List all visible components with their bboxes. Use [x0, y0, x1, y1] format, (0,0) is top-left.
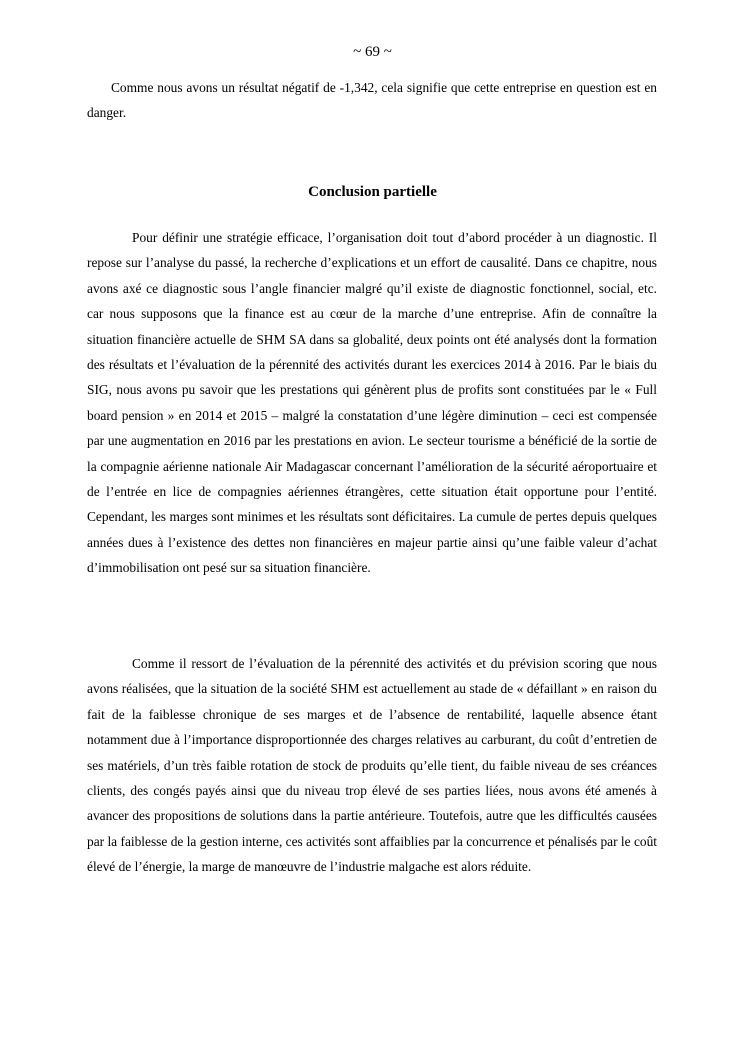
- section-title: Conclusion partielle: [308, 184, 437, 200]
- page-number: ~ 69 ~: [353, 44, 392, 60]
- intro-paragraph: Comme nous avons un résultat négatif de -1,342, cela signifie que cette entreprise en question est en danger.: [87, 80, 657, 121]
- body-paragraph-2: Comme il ressort de l’évaluation de la pérennité des activités et du prévision scoring que nous avons réalisées, que la situation de la société SHM est actuellement au stade de « défaillant » en raison du fait de la faiblesse chronique de ses marges et de l’absence de rentabilité, laquelle absence étant notamment due à l’importance disproportionnée des charges relatives au carburant, du coût d’entretien de ses matériels, d’un très faible rotation de stock de produits qu’elle tient, du faible niveau de ses créances clients, des congés payés ainsi que du niveau trop élevé de ses parties liées, nous avons été amenés à avancer des propositions de solutions dans la partie antérieure. Toutefois, autre que les difficultés causées par la faiblesse de la gestion interne, ces activités sont affaiblies par la concurrence et pénalisés par le coût élevé de l’énergie, la marge de manœuvre de l’industrie malgache est alors réduite.: [87, 656, 657, 875]
- body-paragraph-1: Pour définir une stratégie efficace, l’organisation doit tout d’abord procéder à un diagnostic. Il repose sur l’analyse du passé, la recherche d’explications et un effort de causalité. Dans ce chapitre, nous avons axé ce diagnostic sous l’angle financier malgré qu’il existe de diagnostic fonctionnel, social, etc. car nous supposons que la finance est au cœur de la marche d’une entreprise. Afin de connaître la situation financière actuelle de SHM SA dans sa globalité, deux points ont été analysés dont la formation des résultats et l’évaluation de la pérennité des activités durant les exercices 2014 à 2016. Par le biais du SIG, nous avons pu savoir que les prestations qui génèrent plus de profits sont constituées par le « Full board pension » en 2014 et 2015 – malgré la constatation d’une légère diminution – ceci est compensée par une augmentation en 2016 par les prestations en avion. Le secteur tourisme a bénéficié de la sortie de la compagnie aérienne nationale Air Madagascar concernant l’amélioration de la sécurité aéroportuaire et de l’entrée en lice de compagnies aériennes étrangères, cette situation était opportune pour l’entité. Cependant, les marges sont minimes et les résultats sont déficitaires. La cumule de pertes depuis quelques années dues à l’existence des dettes non financières en majeur partie ainsi qu’une faible valeur d’achat d’immobilisation ont pesé sur sa situation financière.: [87, 230, 657, 576]
